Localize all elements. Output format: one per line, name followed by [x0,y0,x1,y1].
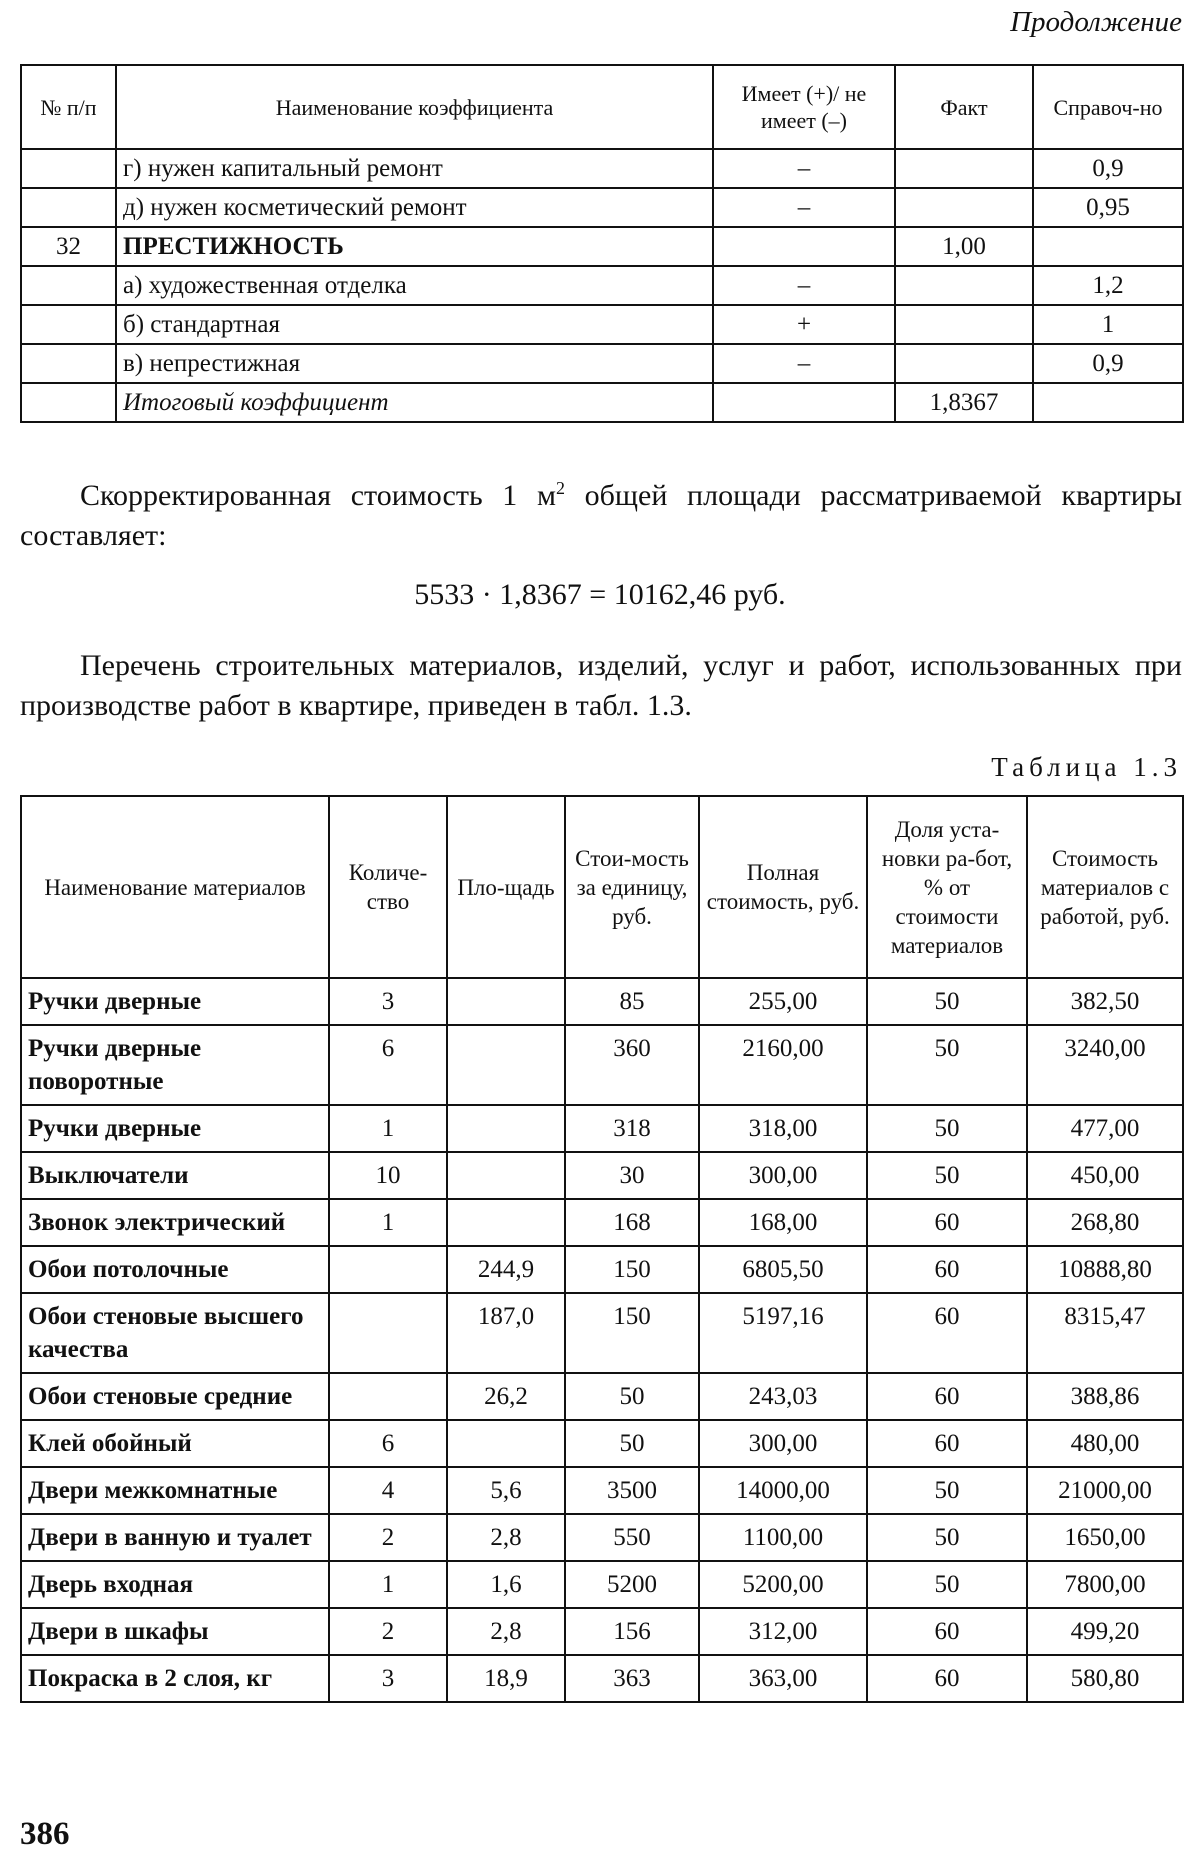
paragraph-materials: Перечень строительных материалов, изделий, услуг и работ, использованных при производстве работ в квартире, приведен в табл. 1.3. [20,649,1182,722]
table-row [21,227,1183,266]
table-row [21,1561,1183,1608]
cell-total-cost: 10888,80 [1027,1246,1183,1293]
cell-total-cost: 7800,00 [1027,1561,1183,1608]
cell-area: 2,8 [447,1514,565,1561]
cell-total-cost: 580,80 [1027,1655,1183,1702]
cell-ref [1033,383,1183,422]
cell-area [447,978,565,1025]
table-row [21,1373,1183,1420]
cell-full-cost: 14000,00 [699,1467,867,1514]
cell-quantity [329,1293,447,1373]
table-row [21,1655,1183,1702]
cell-work-share: 50 [867,978,1027,1025]
cell-material-name: Двери межкомнатные [21,1467,329,1514]
table-header-row [21,796,1183,978]
cell-num [21,383,116,422]
cell-work-share: 60 [867,1293,1027,1373]
cell-full-cost: 2160,00 [699,1025,867,1105]
cell-ref: 0,9 [1033,149,1183,188]
cell-unit-cost: 360 [565,1025,699,1105]
continuation-label: Продолжение [1010,6,1182,38]
cell-unit-cost: 85 [565,978,699,1025]
cell-area: 5,6 [447,1467,565,1514]
cell-total-cost: 1650,00 [1027,1514,1183,1561]
cell-quantity [329,1373,447,1420]
cell-unit-cost: 5200 [565,1561,699,1608]
cell-total-cost: 382,50 [1027,978,1183,1025]
cell-unit-cost: 150 [565,1246,699,1293]
cell-material-name: Дверь входная [21,1561,329,1608]
table-row [21,978,1183,1025]
cell-full-cost: 5197,16 [699,1293,867,1373]
cell-total-cost: 477,00 [1027,1105,1183,1152]
cell-material-name: Клей обойный [21,1420,329,1467]
cell-area [447,1199,565,1246]
cell-material-name: Ручки дверные поворотные [21,1025,329,1105]
paragraph-corrected-cost: Скорректированная стоимость 1 $м^2$ общей площади рассматриваемой квартиры составляет: [20,478,1182,552]
table-row [21,266,1183,305]
cell-unit-cost: 50 [565,1373,699,1420]
cell-quantity: 2 [329,1514,447,1561]
cell-fact [895,344,1033,383]
cell-material-name: Покраска в 2 слоя, кг [21,1655,329,1702]
cell-name: в) непрестижная [116,344,713,383]
cell-material-name: Выключатели [21,1152,329,1199]
cell-fact [895,266,1033,305]
cell-material-name: Двери в шкафы [21,1608,329,1655]
table-row [21,1246,1183,1293]
cell-has: – [713,266,895,305]
materials-table [20,795,1184,1703]
cell-num: 32 [21,227,116,266]
header-full-cost: Полная стоимость, руб. [699,796,867,978]
table-row [21,1025,1183,1105]
header-material-name: Наименование материалов [21,796,329,978]
cell-ref: 0,95 [1033,188,1183,227]
cell-name: а) художественная отделка [116,266,713,305]
header-work-share: Доля уста-новки ра-бот, % от стоимости материалов [867,796,1027,978]
cell-unit-cost: 30 [565,1152,699,1199]
cell-total-cost: 388,86 [1027,1373,1183,1420]
cell-num [21,266,116,305]
cell-quantity: 1 [329,1561,447,1608]
cell-full-cost: 1100,00 [699,1514,867,1561]
cell-num [21,149,116,188]
header-quantity: Количе-ство [329,796,447,978]
cell-area: 2,8 [447,1608,565,1655]
header-fact: Факт [895,65,1033,149]
cell-quantity: 2 [329,1608,447,1655]
table-row [21,1467,1183,1514]
cell-quantity: 3 [329,978,447,1025]
cell-quantity: 3 [329,1655,447,1702]
table-row [21,149,1183,188]
cell-material-name: Обои потолочные [21,1246,329,1293]
cell-area: 18,9 [447,1655,565,1702]
cell-work-share: 60 [867,1420,1027,1467]
cell-has: – [713,344,895,383]
cell-work-share: 60 [867,1608,1027,1655]
cell-work-share: 50 [867,1025,1027,1105]
cell-ref [1033,227,1183,266]
cell-quantity: 1 [329,1105,447,1152]
cell-has: – [713,149,895,188]
cell-unit-cost: 168 [565,1199,699,1246]
cell-unit-cost: 550 [565,1514,699,1561]
cell-area [447,1152,565,1199]
cell-has [713,227,895,266]
cell-material-name: Обои стеновые средние [21,1373,329,1420]
cell-material-name: Обои стеновые высшего качества [21,1293,329,1373]
cell-full-cost: 6805,50 [699,1246,867,1293]
header-unit-cost: Стои-мость за единицу, руб. [565,796,699,978]
cell-full-cost: 300,00 [699,1420,867,1467]
cell-unit-cost: 318 [565,1105,699,1152]
cell-full-cost: 312,00 [699,1608,867,1655]
cell-unit-cost: 3500 [565,1467,699,1514]
cell-ref: 1 [1033,305,1183,344]
cell-name: ПРЕСТИЖНОСТЬ [116,227,713,266]
cell-unit-cost: 363 [565,1655,699,1702]
cell-has: – [713,188,895,227]
cell-fact [895,305,1033,344]
cell-work-share: 50 [867,1152,1027,1199]
cell-quantity: 1 [329,1199,447,1246]
cell-num [21,305,116,344]
cell-area [447,1105,565,1152]
cell-has: + [713,305,895,344]
cell-quantity: 6 [329,1420,447,1467]
cell-work-share: 50 [867,1105,1027,1152]
cell-total-cost: 480,00 [1027,1420,1183,1467]
cell-area: 244,9 [447,1246,565,1293]
cell-total-cost: 8315,47 [1027,1293,1183,1373]
cell-ref: 0,9 [1033,344,1183,383]
cell-unit-cost: 150 [565,1293,699,1373]
table-row [21,1293,1183,1373]
cell-num [21,344,116,383]
cell-name: б) стандартная [116,305,713,344]
header-num: № п/п [21,65,116,149]
table-row [21,188,1183,227]
header-ref: Справоч-но [1033,65,1183,149]
table-header-row [21,65,1183,149]
cell-full-cost: 300,00 [699,1152,867,1199]
table-row [21,1105,1183,1152]
table-row [21,1199,1183,1246]
cell-work-share: 50 [867,1467,1027,1514]
cell-quantity: 6 [329,1025,447,1105]
cell-area [447,1420,565,1467]
table-row [21,344,1183,383]
header-has: Имеет (+)/ не имеет (–) [713,65,895,149]
cell-full-cost: 363,00 [699,1655,867,1702]
cell-unit-cost: 156 [565,1608,699,1655]
cell-ref: 1,2 [1033,266,1183,305]
cell-quantity [329,1246,447,1293]
cell-material-name: Ручки дверные [21,978,329,1025]
cell-full-cost: 318,00 [699,1105,867,1152]
table-row [21,305,1183,344]
cell-work-share: 50 [867,1561,1027,1608]
cell-full-cost: 168,00 [699,1199,867,1246]
header-total-cost: Стоимость материалов с работой, руб. [1027,796,1183,978]
cell-quantity: 4 [329,1467,447,1514]
cell-total-cost: 3240,00 [1027,1025,1183,1105]
cell-work-share: 60 [867,1246,1027,1293]
cell-fact [895,149,1033,188]
formula: 5533 · 1,8367 = 10162,46 руб. [414,578,786,611]
cell-work-share: 50 [867,1514,1027,1561]
cell-fact: 1,8367 [895,383,1033,422]
cell-material-name: Ручки дверные [21,1105,329,1152]
table-row [21,383,1183,422]
cell-material-name: Двери в ванную и туалет [21,1514,329,1561]
cell-total-cost: 450,00 [1027,1152,1183,1199]
table-caption: Таблица 1.3 [991,752,1182,782]
cell-name: д) нужен косметический ремонт [116,188,713,227]
cell-material-name: Звонок электрический [21,1199,329,1246]
cell-full-cost: 243,03 [699,1373,867,1420]
header-name: Наименование коэффициента [116,65,713,149]
cell-fact [895,188,1033,227]
cell-full-cost: 5200,00 [699,1561,867,1608]
cell-fact: 1,00 [895,227,1033,266]
cell-work-share: 60 [867,1655,1027,1702]
cell-work-share: 60 [867,1373,1027,1420]
header-area: Пло-щадь [447,796,565,978]
cell-total-cost: 268,80 [1027,1199,1183,1246]
cell-area: 26,2 [447,1373,565,1420]
cell-full-cost: 255,00 [699,978,867,1025]
table-row [21,1152,1183,1199]
cell-unit-cost: 50 [565,1420,699,1467]
table-row [21,1514,1183,1561]
coefficients-table [20,64,1184,423]
cell-total-cost: 21000,00 [1027,1467,1183,1514]
cell-has [713,383,895,422]
cell-area [447,1025,565,1105]
table-row [21,1608,1183,1655]
page-number: 386 [20,1816,70,1852]
cell-num [21,188,116,227]
cell-area: 1,6 [447,1561,565,1608]
cell-quantity: 10 [329,1152,447,1199]
table-row [21,1420,1183,1467]
cell-work-share: 60 [867,1199,1027,1246]
cell-area: 187,0 [447,1293,565,1373]
cell-total-cost: 499,20 [1027,1608,1183,1655]
cell-name: Итоговый коэффициент [116,383,713,422]
cell-name: г) нужен капитальный ремонт [116,149,713,188]
